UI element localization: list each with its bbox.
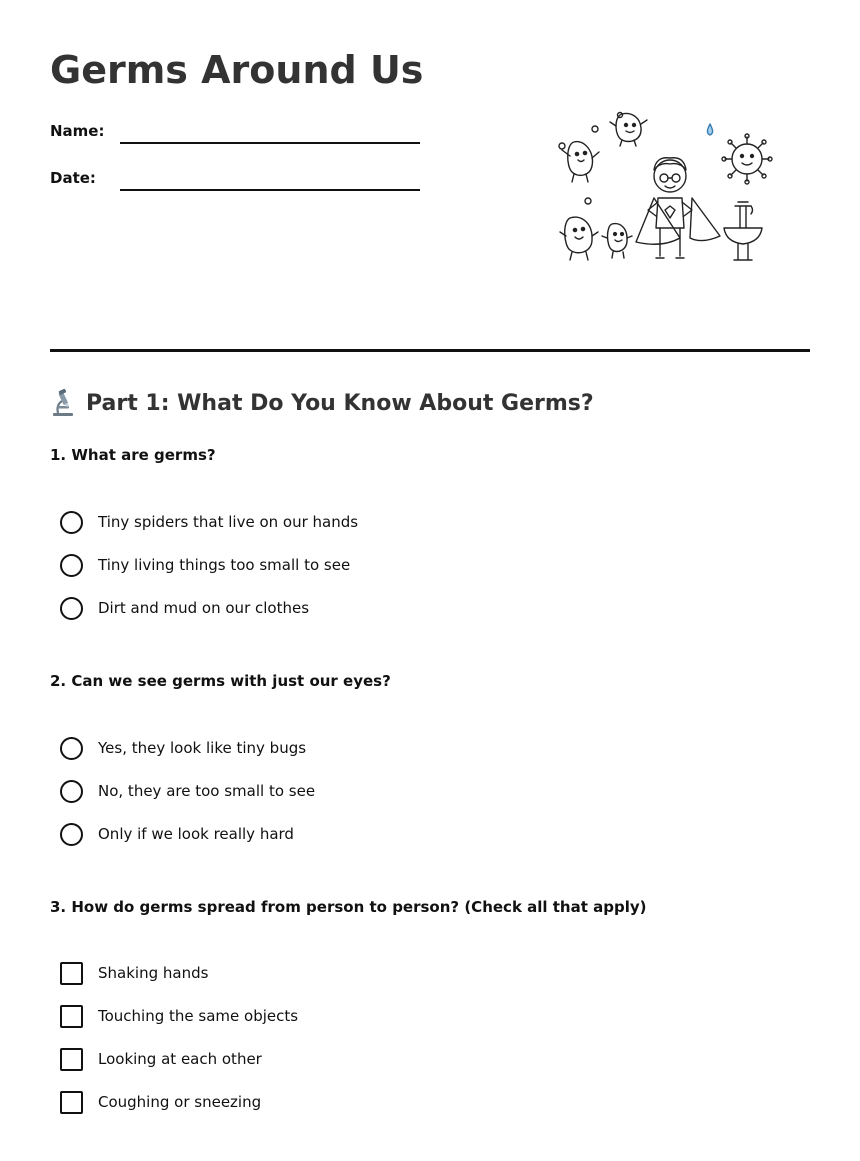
q3-option-3[interactable] bbox=[60, 1047, 262, 1071]
virus-character bbox=[722, 134, 772, 184]
radio-button[interactable] bbox=[60, 823, 83, 846]
date-input-line[interactable] bbox=[120, 189, 420, 191]
radio-button[interactable] bbox=[60, 780, 83, 803]
option-label: Only if we look really hard bbox=[98, 825, 294, 843]
option-label: Tiny living things too small to see bbox=[98, 556, 351, 574]
option-label: Coughing or sneezing bbox=[98, 1093, 262, 1111]
part1-heading bbox=[50, 389, 594, 417]
radio-button[interactable] bbox=[60, 737, 83, 760]
option-label: Touching the same objects bbox=[98, 1007, 299, 1025]
option-label: Yes, they look like tiny bugs bbox=[98, 739, 307, 757]
question-3: 3. How do germs spread from person to person? (Check all that apply) bbox=[50, 898, 647, 916]
option-label: Tiny spiders that live on our hands bbox=[98, 513, 359, 531]
q2-option-2[interactable] bbox=[60, 779, 315, 803]
superhero-kid bbox=[636, 158, 720, 258]
option-label: No, they are too small to see bbox=[98, 782, 316, 800]
q3-option-4[interactable] bbox=[60, 1090, 261, 1114]
q1-option-1[interactable] bbox=[60, 510, 358, 534]
q2-option-1[interactable] bbox=[60, 736, 306, 760]
microscope-icon bbox=[50, 389, 76, 417]
checkbox[interactable] bbox=[60, 1048, 83, 1071]
checkbox[interactable] bbox=[60, 1091, 83, 1114]
germ-character-3 bbox=[560, 217, 598, 260]
name-input-line[interactable] bbox=[120, 142, 420, 144]
germ-character-4 bbox=[602, 224, 632, 258]
sink-icon bbox=[724, 202, 762, 260]
germ-character-1 bbox=[562, 142, 599, 182]
question-1: 1. What are germs? bbox=[50, 446, 216, 464]
name-label: Name: bbox=[50, 122, 105, 140]
option-label: Shaking hands bbox=[98, 964, 209, 982]
q2-option-3[interactable] bbox=[60, 822, 294, 846]
q3-option-1[interactable] bbox=[60, 961, 208, 985]
question-2: 2. Can we see germs with just our eyes? bbox=[50, 672, 391, 690]
date-label: Date: bbox=[50, 169, 96, 187]
radio-button[interactable] bbox=[60, 511, 83, 534]
checkbox[interactable] bbox=[60, 962, 83, 985]
germ-superhero-illustration bbox=[552, 106, 778, 270]
q1-option-3[interactable] bbox=[60, 596, 309, 620]
radio-button[interactable] bbox=[60, 554, 83, 577]
checkbox[interactable] bbox=[60, 1005, 83, 1028]
part1-title: Part 1: What Do You Know About Germs? bbox=[86, 390, 594, 416]
section-divider bbox=[50, 349, 810, 352]
option-label: Looking at each other bbox=[98, 1050, 262, 1068]
radio-button[interactable] bbox=[60, 597, 83, 620]
worksheet-title: Germs Around Us bbox=[50, 48, 424, 92]
option-label: Dirt and mud on our clothes bbox=[98, 599, 310, 617]
q3-option-2[interactable] bbox=[60, 1004, 298, 1028]
germ-character-2 bbox=[610, 114, 647, 146]
q1-option-2[interactable] bbox=[60, 553, 350, 577]
